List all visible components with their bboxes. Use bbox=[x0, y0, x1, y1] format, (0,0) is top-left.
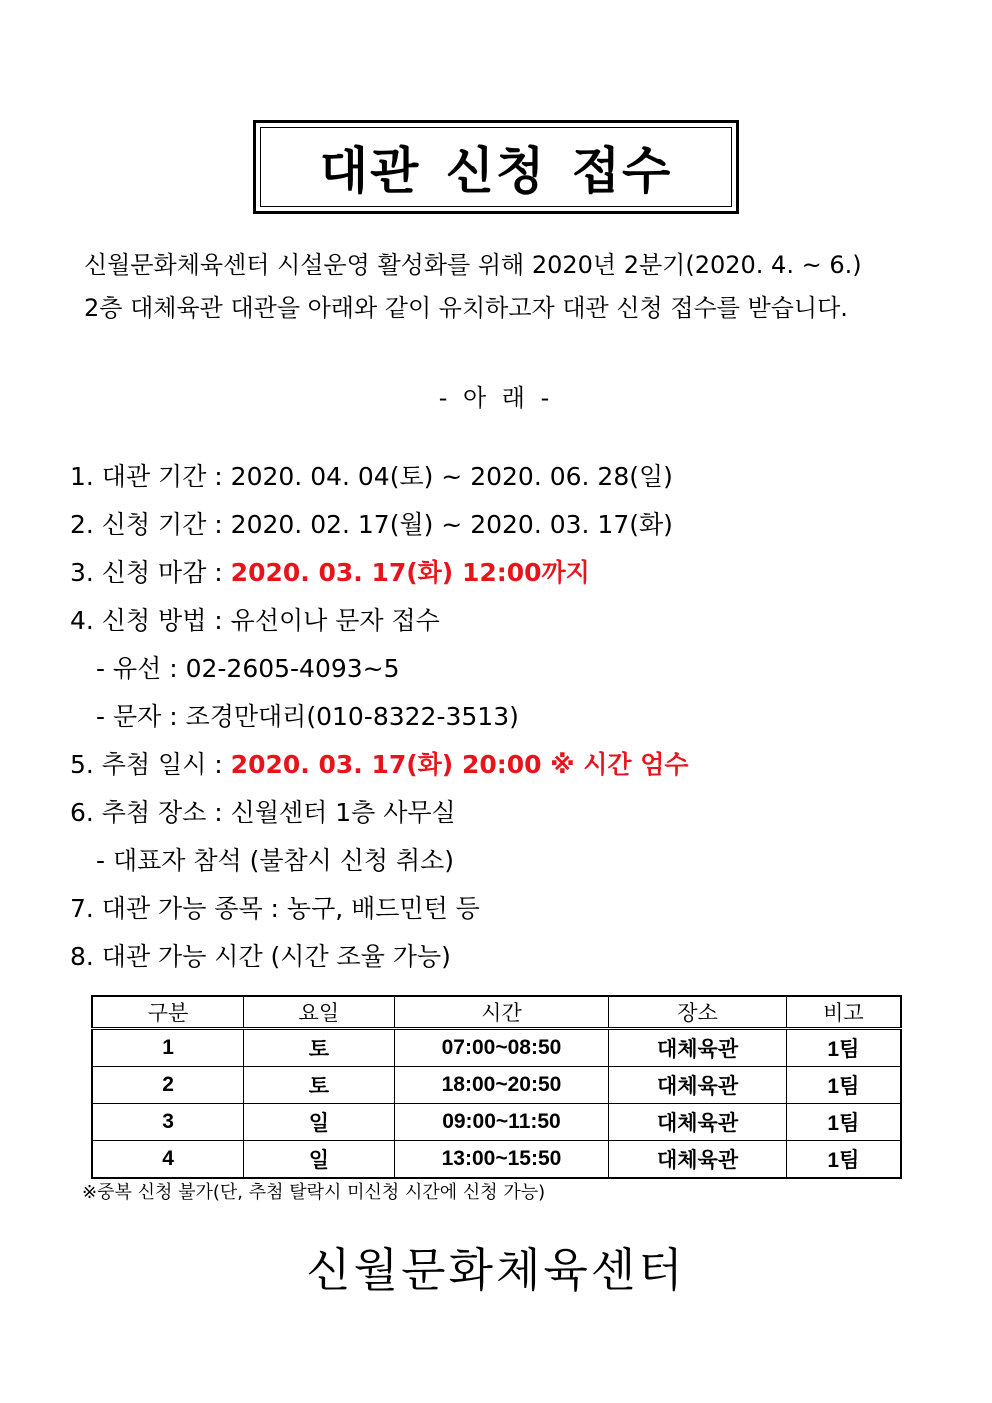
item-value: 2020. 04. 04(토) ~ 2020. 06. 28(일) bbox=[230, 462, 673, 491]
table-cell: 일 bbox=[244, 1104, 395, 1141]
item-label: 7. 대관 가능 종목 : bbox=[70, 894, 287, 923]
table-row bbox=[92, 1141, 901, 1179]
table-row bbox=[92, 1029, 901, 1067]
table-cell: 일 bbox=[244, 1141, 395, 1179]
item-value: 신월센터 1층 사무실 bbox=[230, 798, 456, 827]
item-label: 6. 추첨 장소 : bbox=[70, 798, 231, 827]
table-cell: 1 bbox=[92, 1029, 244, 1067]
organization-name: 신월문화체육센터 bbox=[306, 1243, 686, 1297]
table-cell: 1팀 bbox=[786, 1029, 901, 1067]
table-cell: 1팀 bbox=[786, 1104, 901, 1141]
table-cell: 대체육관 bbox=[609, 1067, 786, 1104]
item-application-method bbox=[70, 606, 440, 636]
footnote: ※중복 신청 불가(단, 추첨 탈락시 미신청 시간에 신청 가능) bbox=[82, 1182, 546, 1203]
item-label: 1. 대관 기간 : bbox=[70, 462, 231, 491]
title-box bbox=[253, 120, 739, 214]
item-application-period bbox=[70, 510, 673, 540]
item-value: 2020. 02. 17(월) ~ 2020. 03. 17(화) bbox=[230, 510, 673, 539]
table-cell: 토 bbox=[244, 1029, 395, 1067]
item-value-highlight: 2020. 03. 17(화) 20:00 ※ 시간 엄수 bbox=[230, 750, 689, 779]
item-label: 4. 신청 방법 : bbox=[70, 606, 231, 635]
item-phone: - 유선 : 02-2605-4093~5 bbox=[96, 654, 400, 683]
table-cell: 4 bbox=[92, 1141, 244, 1179]
column-header-category: 구분 bbox=[92, 996, 244, 1029]
table-cell: 13:00~15:50 bbox=[394, 1141, 609, 1179]
item-application-deadline bbox=[70, 558, 590, 588]
item-value-highlight: 2020. 03. 17(화) 12:00까지 bbox=[230, 558, 590, 587]
table-cell: 09:00~11:50 bbox=[394, 1104, 609, 1141]
item-rental-period bbox=[70, 462, 673, 492]
page-title: 대관 신청 접수 bbox=[260, 127, 732, 207]
intro-line-1: 신월문화체육센터 시설운영 활성화를 위해 2020년 2분기(2020. 4. ~ 6.) bbox=[84, 251, 862, 279]
column-header-day: 요일 bbox=[244, 996, 395, 1029]
table-cell: 대체육관 bbox=[609, 1029, 786, 1067]
table-cell: 07:00~08:50 bbox=[394, 1029, 609, 1067]
intro-line-2: 2층 대체육관 대관을 아래와 같이 유치하고자 대관 신청 접수를 받습니다. bbox=[84, 294, 848, 322]
table-header-row bbox=[92, 996, 901, 1029]
table-cell: 1팀 bbox=[786, 1141, 901, 1179]
column-header-note: 비고 bbox=[786, 996, 901, 1029]
table-cell: 2 bbox=[92, 1067, 244, 1104]
item-representative: - 대표자 참석 (불참시 신청 취소) bbox=[96, 846, 455, 875]
table-cell: 18:00~20:50 bbox=[394, 1067, 609, 1104]
item-available-time: 8. 대관 가능 시간 (시간 조율 가능) bbox=[70, 942, 451, 971]
item-text-message: - 문자 : 조경만대리(010-8322-3513) bbox=[96, 702, 519, 731]
table-cell: 대체육관 bbox=[609, 1104, 786, 1141]
item-label: 5. 추첨 일시 : bbox=[70, 750, 231, 779]
item-label: 2. 신청 기간 : bbox=[70, 510, 231, 539]
table-row bbox=[92, 1104, 901, 1141]
table-cell: 1팀 bbox=[786, 1067, 901, 1104]
schedule-table bbox=[91, 995, 902, 1179]
notice-heading: - 아 래 - bbox=[438, 384, 554, 412]
item-sports bbox=[70, 894, 480, 924]
table-cell: 대체육관 bbox=[609, 1141, 786, 1179]
table-cell: 토 bbox=[244, 1067, 395, 1104]
item-draw-datetime bbox=[70, 750, 689, 780]
item-label: 3. 신청 마감 : bbox=[70, 558, 231, 587]
table-row bbox=[92, 1067, 901, 1104]
item-value: 농구, 배드민턴 등 bbox=[286, 894, 480, 923]
column-header-place: 장소 bbox=[609, 996, 786, 1029]
column-header-time: 시간 bbox=[394, 996, 609, 1029]
item-draw-location bbox=[70, 798, 456, 828]
table-cell: 3 bbox=[92, 1104, 244, 1141]
item-value: 유선이나 문자 접수 bbox=[230, 606, 440, 635]
